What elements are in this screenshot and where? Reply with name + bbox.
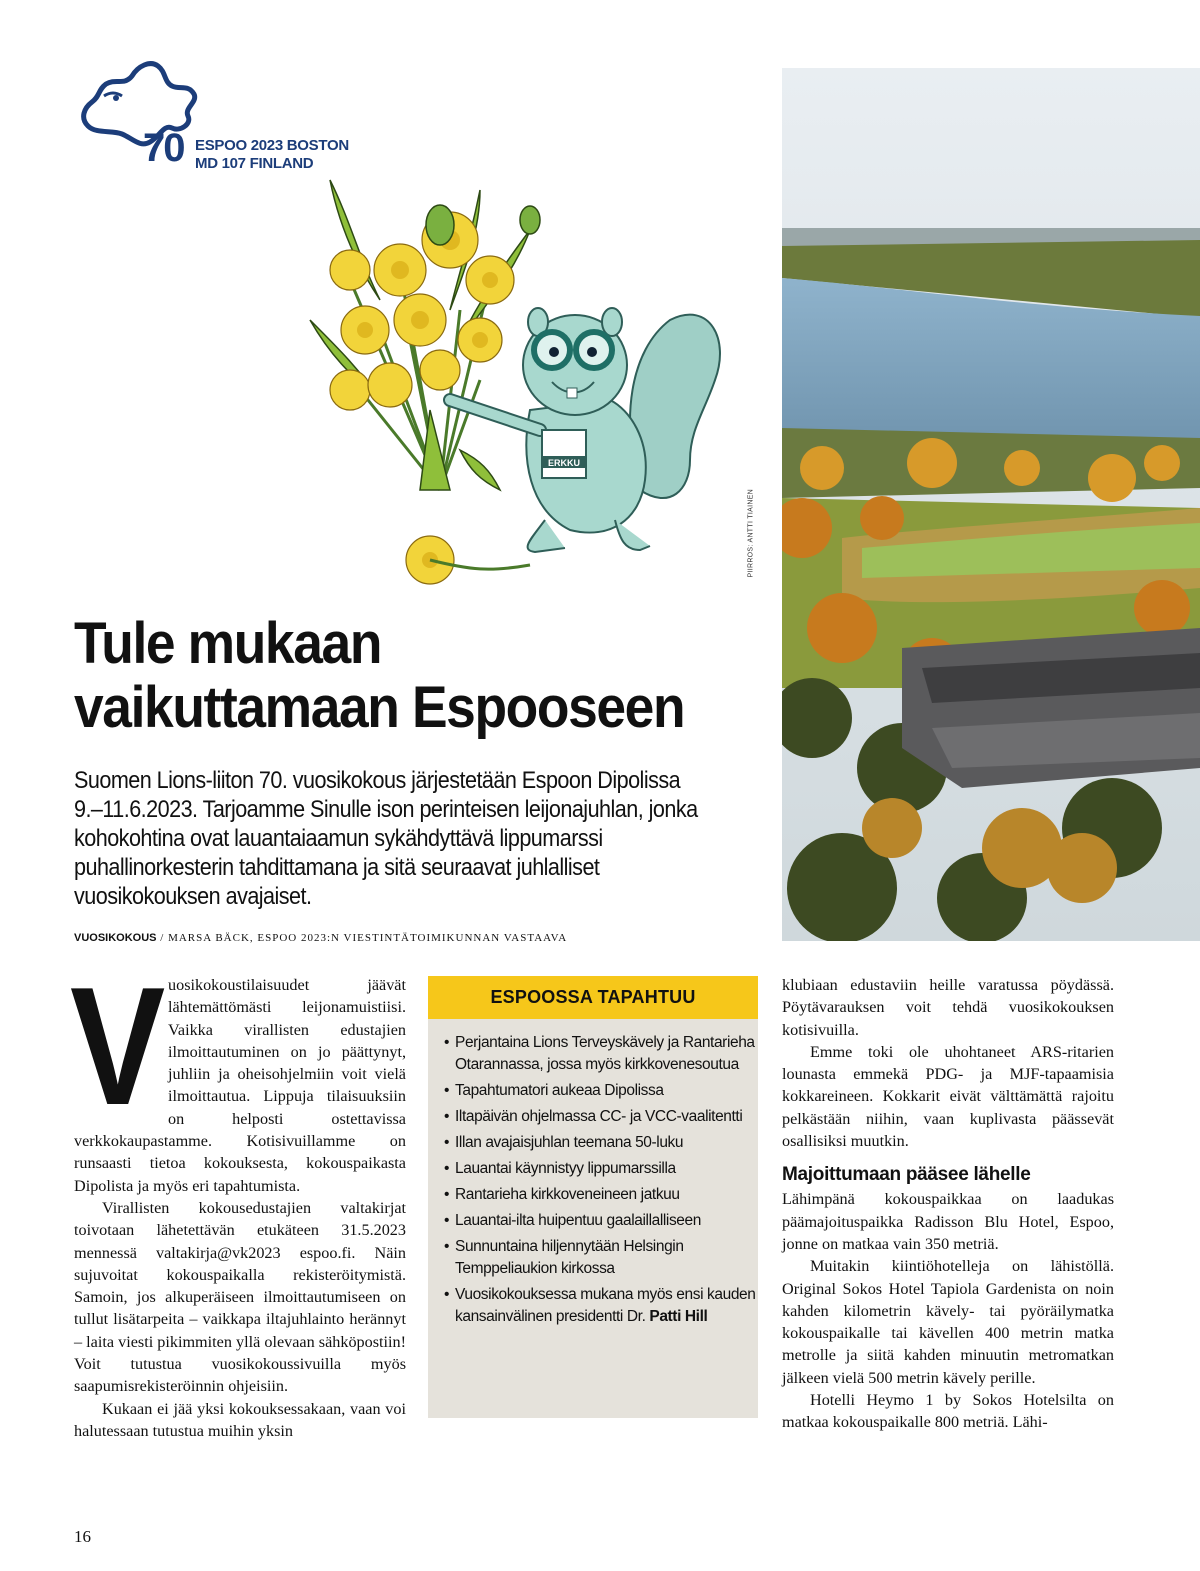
events-list bbox=[428, 1019, 758, 1328]
list-item bbox=[428, 1284, 758, 1328]
byline-author: MARSA BÄCK, ESPOO 2023:N VIESTINTÄTOIMIKUNNAN VASTAAVA bbox=[168, 932, 568, 944]
logo-line-2: MD 107 FINLAND bbox=[195, 155, 314, 172]
list-item: • Perjantaina Lions Terveyskävely ja Rantarieha Otarannassa, jossa myös kirkkovenesoutua bbox=[428, 1032, 758, 1076]
aerial-photo bbox=[782, 68, 1200, 941]
paragraph: Emme toki ole uhohtaneet ARS-ritarien lounasta emmekä PDG- ja MJF-tapaamisia kokkareineen. Kokkarit eivät välttämättä rajoitu pelkästään niihin, vaan kuplivasta päässevät osallisiksi muutkin. bbox=[782, 1042, 1114, 1151]
logo-line-1: ESPOO 2023 BOSTON bbox=[195, 137, 349, 154]
paragraph: uosikokoustilaisuudet jäävät lähtemättömästi leijonamuistiisi. Vaikka virallisten edustajien ilmoittautuminen on jo päättynyt, juhliin ja oheisohjelmiin voit vielä ilmoittautua. Lippuja tilaisuuksiin on helposti ostettavissa verkkokaupastamme. Kotisivuillamme on runsaasti tietoa kokouksesta, kokouspaikasta Dipolista ja myös eri tapahtumista. bbox=[74, 976, 406, 1195]
president-name: Patti Hill bbox=[649, 1308, 708, 1325]
paragraph: Virallisten kokousedustajien valtakirjat toivotaan lähetettävän etukäteen 31.5.2023 mennessä valtakirja@vk2023 espoo.fi. Näin sujuvoitat kokouspaikalla rekisteröitymistä. Samoin, jos alkuperäiseen ilmoittautumiseen on tullut lisätarpeita – vaikkapa iltajuhlainto herännyt – laita viesti pikimmiten yllä olevaan sähköpostiin! Voit tutustua vuosikokoussivuilla myös saapumisrekisteröinnin ohjeisiin. bbox=[74, 1198, 406, 1396]
list-item-text: Vuosikokouksessa mukana myös ensi kauden kansainvälinen presidentti Dr. bbox=[455, 1286, 756, 1325]
list-item: • Iltapäivän ohjelmassa CC- ja VCC-vaalitentti bbox=[428, 1106, 758, 1128]
illustration-credit: PIIRROS: ANTTI TIAINEN bbox=[747, 488, 755, 578]
paragraph: Kukaan ei jää yksi kokouksessakaan, vaan voi halutessaan tutustua muihin yksin bbox=[74, 1399, 406, 1440]
body-column-1 bbox=[70, 952, 406, 1442]
byline-separator: / bbox=[156, 932, 169, 944]
events-sidebar bbox=[428, 976, 758, 1418]
subheading: Majoittumaan pääsee lähelle bbox=[782, 1164, 1031, 1186]
paragraph: klubiaan edustaviin heille varatussa pöydässä. Pöytävarauksen voit tehdä vuosikokouksen kotisivuilla. bbox=[782, 976, 1114, 1039]
list-item: • Lauantai-ilta huipentuu gaalaillalliseen bbox=[428, 1210, 758, 1232]
article-byline bbox=[74, 932, 567, 944]
list-item: • Sunnuntaina hiljennytään Helsingin Temppeliaukion kirkossa bbox=[428, 1236, 758, 1280]
page-number: 16 bbox=[74, 1527, 91, 1546]
badge-label: ERKKU bbox=[547, 458, 581, 468]
article-headline: Tule mukaan vaikuttamaan Espooseen bbox=[74, 611, 685, 740]
drop-cap: V bbox=[70, 952, 161, 1140]
paragraph: Hotelli Heymo 1 by Sokos Hotelsilta on matkaa kokouspaikalle 800 metriä. Lähi- bbox=[782, 1391, 1114, 1432]
list-item: • Tapahtumatori aukeaa Dipolissa bbox=[428, 1080, 758, 1102]
list-item: • Lauantai käynnistyy lippumarssilla bbox=[428, 1158, 758, 1180]
squirrel-mascot-illustration bbox=[290, 160, 740, 600]
paragraph: Muitakin kiintiöhotelleja on lähistöllä. Original Sokos Hotel Tapiola Gardenista on noin kahden kilometrin kävely- tai pyöräilymatka kokouspaikalle tai kävellen 400 metrin matka metrolle ja siitä kahden minuutin metromatkan jälkeen vielä 500 metrin kävely perille. bbox=[782, 1257, 1114, 1387]
list-item: • Illan avajaisjuhlan teemana 50-luku bbox=[428, 1132, 758, 1154]
body-column-3 bbox=[782, 974, 1114, 1434]
list-item: • Rantarieha kirkkoveneineen jatkuu bbox=[428, 1184, 758, 1206]
sidebar-title: ESPOOSSA TAPAHTUU bbox=[428, 976, 758, 1019]
section-label: VUOSIKOKOUS bbox=[74, 932, 157, 944]
article-lead: Suomen Lions-liiton 70. vuosikokous järjestetään Espoon Dipolissa 9.–11.6.2023. Tarjoamme Sinulle ison perinteisen leijonajuhlan, jonka kohokohtina ovat lauantaiaamun sykähdyttävä lippumarssi puhallinorkesterin tahdittamana ja sitä seuraavat juhlalliset vuosikokouksen avajaiset. bbox=[74, 767, 698, 910]
logo-number: 70 bbox=[143, 126, 184, 170]
paragraph: Lähimpänä kokouspaikkaa on laadukas päämajoituspaikka Radisson Blu Hotel, Espoo, jonne on matkaa vain 350 metriä. bbox=[782, 1190, 1114, 1253]
